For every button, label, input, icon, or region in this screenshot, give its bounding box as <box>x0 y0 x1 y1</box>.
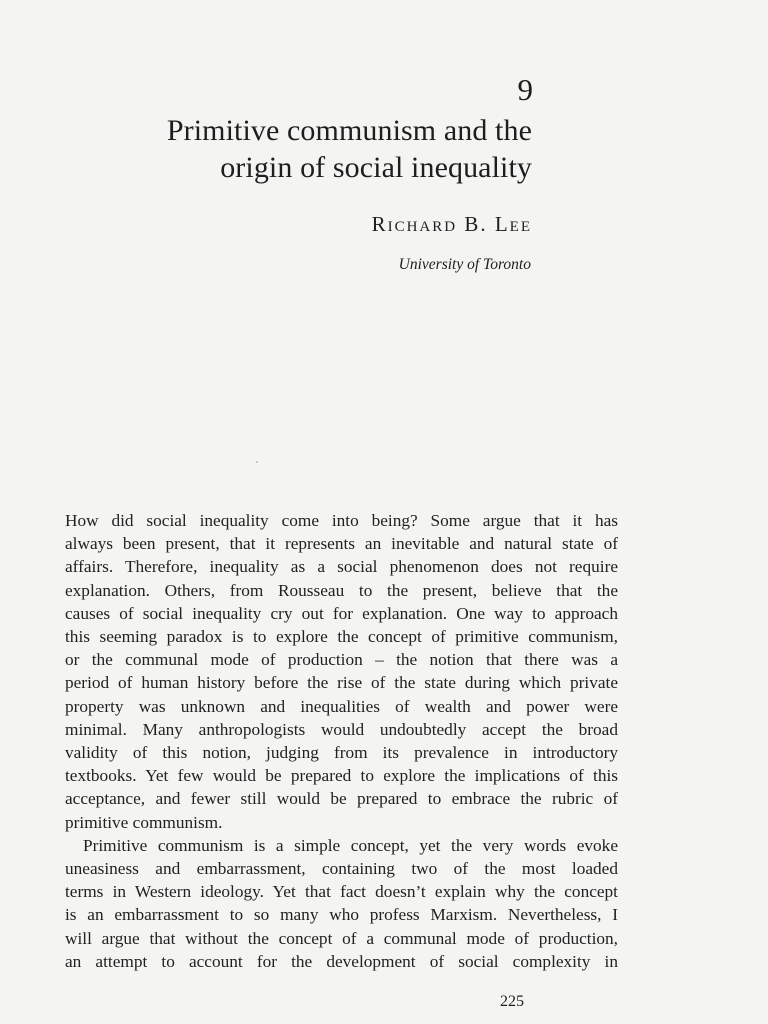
body-line: property was unknown and inequalities of wealth and power were <box>65 696 618 716</box>
body-line: this seeming paradox is to explore the concept of primitive communism, <box>65 627 618 647</box>
scan-speck <box>256 461 258 463</box>
body-line: period of human history before the rise of the state during which private <box>65 673 618 693</box>
body-line: uneasiness and embarrassment, containing two of the most loaded <box>65 859 618 879</box>
body-line: validity of this notion, judging from its prevalence in introductory <box>65 743 618 763</box>
chapter-title-line-1: Primitive communism and the <box>166 114 532 147</box>
body-line: or the communal mode of production – the notion that there was a <box>65 650 618 670</box>
body-line: is an embarrassment to so many who profess Marxism. Nevertheless, I <box>65 905 618 925</box>
chapter-title <box>12 112 532 186</box>
author-name: Richard B. Lee <box>371 212 532 236</box>
body-line: acceptance, and fewer still would be prepared to embrace the rubric of <box>65 789 618 809</box>
body-line: minimal. Many anthropologists would undoubtedly accept the broad <box>65 719 618 739</box>
body-line: an attempt to account for the development of social complexity in <box>65 951 618 971</box>
body-line: causes of social inequality cry out for explanation. One way to approach <box>65 603 618 623</box>
body-line: always been present, that it represents an inevitable and natural state of <box>65 534 618 554</box>
body-line: How did social inequality come into being? Some argue that it has <box>65 511 618 530</box>
body-line: explanation. Others, from Rousseau to the present, believe that the <box>65 580 618 600</box>
author-affiliation: University of Toronto <box>398 256 531 273</box>
body-line: primitive communism. <box>65 812 223 832</box>
chapter-title-line-2: origin of social inequality <box>220 151 532 184</box>
chapter-number: 9 <box>517 72 533 107</box>
body-line: affairs. Therefore, inequality as a social phenomenon does not require <box>65 557 618 577</box>
body-line: textbooks. Yet few would be prepared to explore the implications of this <box>65 766 618 786</box>
page-number: 225 <box>500 993 524 1010</box>
body-line: Primitive communism is a simple concept, yet the very words evoke <box>83 835 618 855</box>
body-line: will argue that without the concept of a communal mode of production, <box>65 928 618 948</box>
body-text <box>65 509 618 973</box>
body-line: terms in Western ideology. Yet that fact doesn’t explain why the concept <box>65 882 618 902</box>
